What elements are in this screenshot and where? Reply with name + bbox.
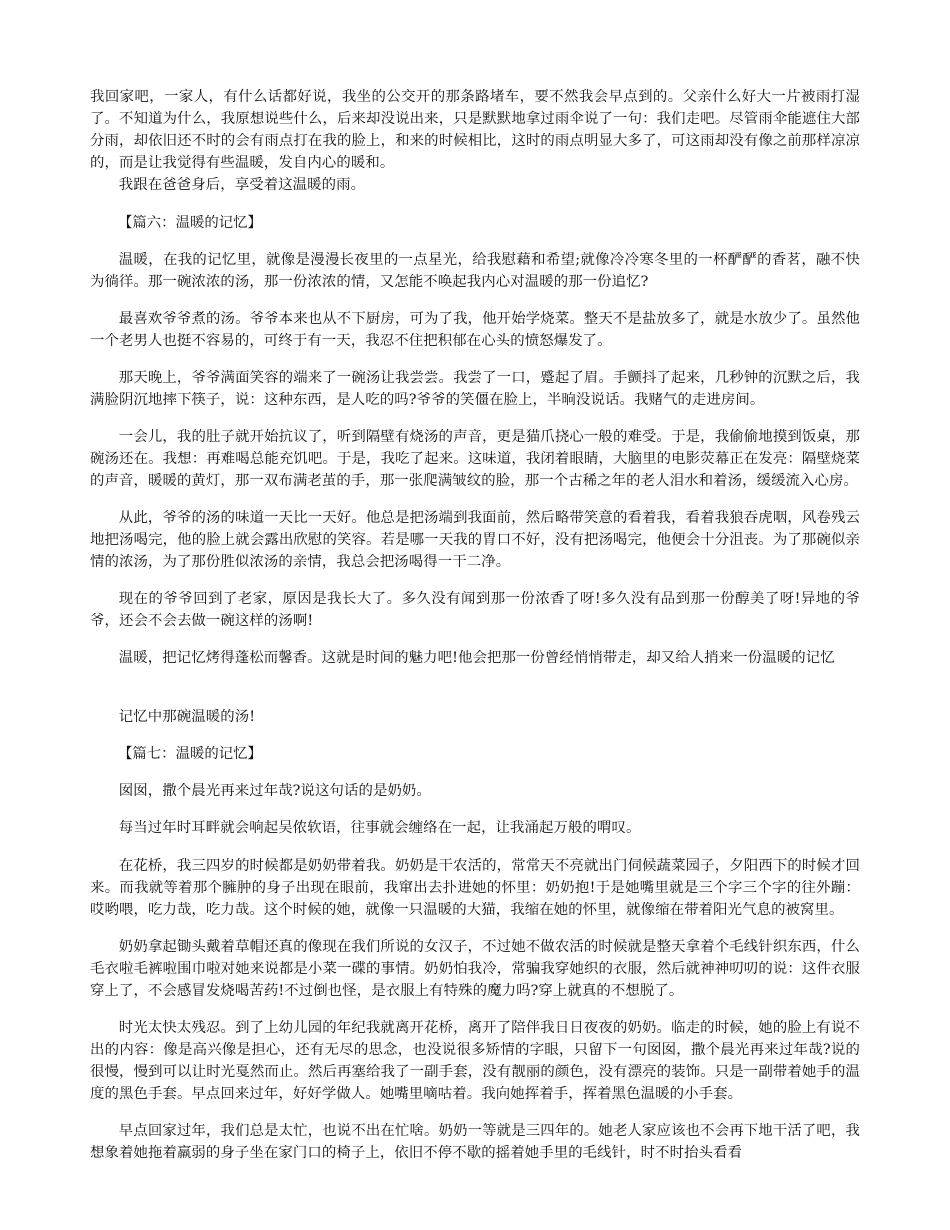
- paragraph-16: 奶奶拿起锄头戴着草帽还真的像现在我们所说的女汉子，不过她不做农活的时候就是整天拿着个毛线针织东西，什么毛衣啦毛裤啦围巾啦对她来说都是小菜一碟的事情。奶奶怕我冷，常骗我穿她织的衣服，然后就神神叨叨的说：这件衣服穿上了，不会感冒发烧喝苦药!不过倒也怪，是衣服上有特殊的魔力吗?穿上就真的不想脱了。: [90, 939, 860, 999]
- paragraph-10: 温暖，把记忆烤得蓬松而馨香。这就是时间的魅力吧!他会把那一份曾经悄悄带走，却又给人捎来一份温暖的记忆: [118, 650, 835, 666]
- paragraph-1: 我回家吧，一家人，有什么话都好说，我坐的公交开的那条路堵车，要不然我会早点到的。父亲什么好大一片被雨打湿了。不知道为什么，我原想说些什么，后来却没说出来，只是默默地拿过雨伞说了一句：我们走吧。尽管雨伞能遮住大部分雨，却依旧还不时的会有雨点打在我的脸上，和来的时候相比，这时的雨点明显大多了，可这雨却没有像之前那样凉凉的，而是让我觉得有些温暖，发自内心的暖和。: [90, 89, 860, 171]
- paragraph-4: 温暖，在我的记忆里，就像是漫漫长夜里的一点星光，给我慰藉和希望;就像冷冷寒冬里的一杯酽酽的香茗，融不快为徜徉。那一碗浓浓的汤，那一份浓浓的情，又怎能不唤起我内心对温暖的那一份追忆?: [90, 252, 860, 290]
- paragraph-8: 从此，爷爷的汤的味道一天比一天好。他总是把汤端到我面前，然后略带笑意的看着我，看着我狼吞虎咽，风卷残云地把汤喝完，他的脸上就会露出欣慰的笑容。若是哪一天我的胃口不好，没有把汤喝完，他便会十分沮丧。为了那碗似亲情的浓汤，为了那份胜似浓汤的亲情，我总会把汤喝得一干二净。: [90, 510, 860, 570]
- paragraph-15: 在花桥，我三四岁的时候都是奶奶带着我。奶奶是干农活的，常常天不亮就出门伺候蔬菜园子，夕阳西下的时候才回来。而我就等着那个臃肿的身子出现在眼前，我窜出去扑进她的怀里：奶奶抱!于是她嘴里就是三个字三个字的往外蹦：哎哟喂，吃力哉，吃力哉。这个时候的她，就像一只温暖的大猫，我缩在她的怀里，就像缩在带着阳光气息的被窝里。: [90, 858, 860, 918]
- paragraph-14: 每当过年时耳畔就会响起吴侬软语，往事就会缠络在一起，让我涌起万般的喟叹。: [118, 820, 641, 836]
- paragraph-9: 现在的爷爷回到了老家，原因是我长大了。多久没有闻到那一份浓香了呀!多久没有品到那一份醇美了呀!异地的爷爷，还会不会去做一碗这样的汤啊!: [90, 591, 860, 629]
- section-heading-7: 【篇七：温暖的记忆】: [118, 746, 262, 762]
- paragraph-11: 记忆中那碗温暖的汤!: [118, 709, 256, 725]
- paragraph-7: 一会儿，我的肚子就开始抗议了，听到隔壁有烧汤的声音，更是猫爪挠心一般的难受。于是，我偷偷地摸到饭桌，那碗汤还在。我想：再难喝总能充饥吧。于是，我吃了起来。这味道，我闭着眼睛，大脑里的电影荧幕正在发亮：隔壁烧菜的声音，暖暖的黄灯，那一双布满老茧的手，那一张爬满皱纹的脸，那一个古稀之年的老人泪水和着汤，缓缓流入心房。: [90, 429, 860, 489]
- paragraph-5: 最喜欢爷爷煮的汤。爷爷本来也从不下厨房，可为了我，他开始学烧菜。整天不是盐放多了，就是水放少了。虽然他一个老男人也挺不容易的，可终于有一天，我忍不住把积郁在心头的愤怒爆发了。: [90, 311, 860, 349]
- paragraph-13: 囡囡，撒个晨光再来过年哉?说这句话的是奶奶。: [118, 783, 431, 799]
- section-heading-6: 【篇六：温暖的记忆】: [118, 215, 262, 231]
- paragraph-17: 时光太快太残忍。到了上幼儿园的年纪我就离开花桥，离开了陪伴我日日夜夜的奶奶。临走的时候，她的脸上有说不出的内容：像是高兴像是担心，还有无尽的思念，也没说很多矫情的字眼，只留下一句囡囡，撒个晨光再来过年哉?说的很慢，慢到可以让时光戛然而止。然后再塞给我了一副手套，没有靓丽的颜色，没有漂亮的装饰。只是一副带着她手的温度的黑色手套。早点回来过年，好好学做人。她嘴里嘀咕着。我向她挥着手，挥着黑色温暖的小手套。: [90, 1020, 860, 1102]
- paragraph-6: 那天晚上，爷爷满面笑容的端来了一碗汤让我尝尝。我尝了一口，蹙起了眉。手颤抖了起来，几秒钟的沉默之后，我满脸阴沉地摔下筷子，说：这种东西，是人吃的吗?爷爷的笑僵在脸上，半晌没说话。我赌气的走进房间。: [90, 370, 860, 408]
- paragraph-18: 早点回家过年，我们总是太忙，也说不出在忙啥。奶奶一等就是三四年的。她老人家应该也不会再下地干活了吧，我想象着她拖着羸弱的身子坐在家门口的椅子上，依旧不停不歇的摇着她手里的毛线针，时不时抬头看看: [90, 1123, 860, 1161]
- paragraph-2: 我跟在爸爸身后，享受着这温暖的雨。: [118, 177, 366, 193]
